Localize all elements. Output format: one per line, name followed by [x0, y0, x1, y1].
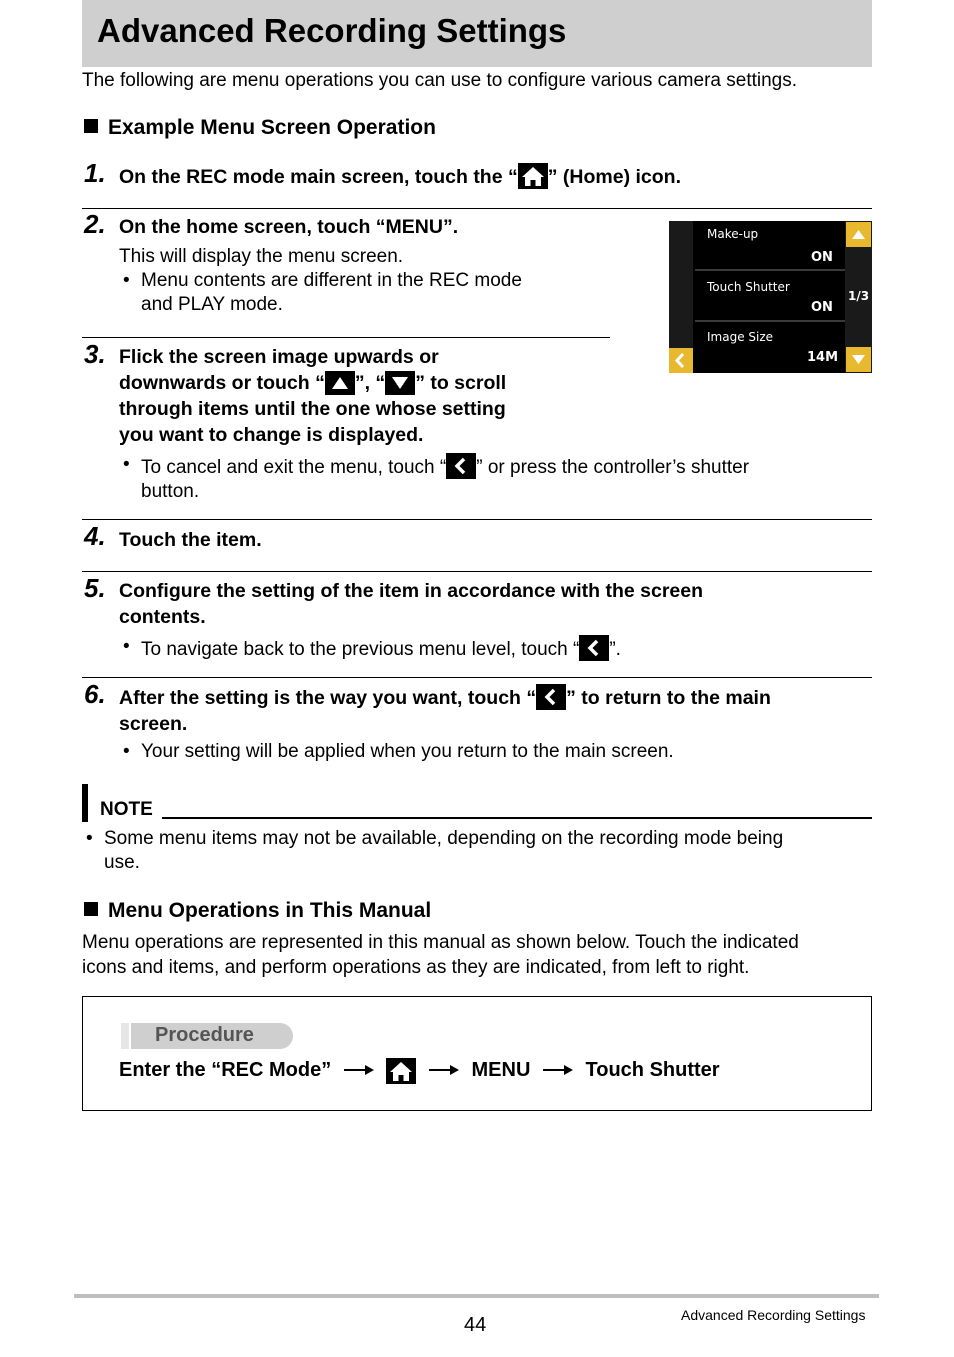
camera-menu-screenshot [669, 221, 872, 373]
intro-text: The following are menu operations you can use to configure various camera settings. [82, 70, 798, 91]
step-5-line: Configure the setting of the item in accordance with the screen [119, 580, 704, 602]
section-2-body [82, 930, 799, 980]
menu-item-value: ON [811, 250, 833, 265]
bullet-line: Your setting will be applied when you return to the main screen. [141, 741, 674, 762]
procedure-step: Enter the “REC Mode” [119, 1059, 332, 1081]
step-3-line: you want to change is displayed. [119, 424, 424, 446]
step-3-line [119, 370, 506, 396]
menu-item-label: Make-up [707, 227, 759, 241]
text-fragment: ”. [609, 639, 621, 660]
divider [82, 677, 872, 678]
page-indicator: 1/3 [848, 289, 870, 303]
menu-separator [695, 269, 845, 271]
step-1-pre: On the REC mode main screen, touch the “ [119, 166, 518, 188]
bullet-line [141, 453, 749, 480]
bullet-line: button. [141, 481, 200, 502]
procedure-tag-text: Procedure [155, 1024, 254, 1046]
triangle-up-icon [325, 371, 355, 395]
bullet-line: Some menu items may not be available, depending on the recording mode being [104, 828, 784, 849]
arrow-right-icon [343, 1059, 375, 1082]
step-4-text: Touch the item. [119, 529, 262, 551]
text-fragment: downwards or touch “ [119, 372, 325, 394]
menu-item-label: Image Size [707, 330, 774, 344]
bullet-line: Menu contents are different in the REC mode [141, 270, 522, 291]
divider [82, 208, 872, 209]
step-1-text [119, 163, 681, 190]
step-number: 6. [84, 679, 106, 709]
triangle-down-icon [846, 347, 871, 372]
step-number: 1. [84, 158, 106, 188]
step-5-line: contents. [119, 606, 206, 628]
footer-rule [74, 1294, 879, 1298]
step-6-bullet [123, 740, 674, 764]
chevron-left-icon [669, 348, 693, 373]
menu-item-value: ON [811, 300, 833, 315]
procedure-step: Touch Shutter [585, 1059, 720, 1081]
triangle-up-icon [846, 222, 871, 247]
back-icon [579, 635, 609, 661]
procedure-box [82, 996, 872, 1111]
text-fragment: After the setting is the way you want, touch “ [119, 687, 537, 709]
step-3-line: Flick the screen image upwards or [119, 346, 439, 368]
menu-item-label: Touch Shutter [707, 280, 790, 294]
text-fragment: To navigate back to the previous menu level, touch “ [141, 639, 580, 660]
step-6-line: screen. [119, 713, 188, 735]
page-title: Advanced Recording Settings [97, 12, 567, 49]
step-3-text [119, 344, 506, 448]
section-heading-menu-ops [84, 899, 431, 923]
square-bullet-icon [84, 902, 98, 916]
text-fragment: ” to scroll [415, 372, 507, 394]
back-button [669, 348, 693, 373]
back-icon [536, 684, 566, 710]
step-number: 3. [84, 339, 106, 369]
divider [82, 519, 872, 520]
step-6-line [119, 684, 771, 711]
step-3-bullet [123, 453, 750, 504]
menu-separator [695, 320, 845, 322]
step-number: 5. [84, 573, 106, 603]
step-5-text [119, 578, 703, 630]
step-5-bullet [123, 635, 621, 662]
divider [82, 571, 872, 572]
triangle-down-icon [385, 371, 415, 395]
procedure-step: MENU [471, 1059, 531, 1081]
scroll-up-button [846, 222, 871, 247]
bullet-dot: • [123, 270, 130, 291]
bullet-dot: • [123, 741, 130, 762]
home-icon [518, 163, 548, 189]
divider [82, 337, 610, 338]
section-heading-example [84, 116, 436, 140]
body-line: Menu operations are represented in this manual as shown below. Touch the indicated [82, 932, 799, 953]
square-bullet-icon [84, 119, 98, 133]
step-number: 2. [84, 209, 106, 239]
arrow-right-icon [428, 1059, 460, 1082]
bullet-line: and PLAY mode. [141, 294, 283, 315]
step-6-text [119, 684, 771, 737]
menu-item-value: 14M [807, 350, 839, 365]
step-2-text: On the home screen, touch “MENU”. [119, 216, 459, 238]
note-bullet [86, 827, 784, 875]
section-heading-text: Example Menu Screen Operation [108, 116, 436, 139]
procedure-tag-stripe [121, 1023, 129, 1049]
page-number: 44 [464, 1314, 487, 1336]
step-number: 4. [84, 521, 106, 551]
footer-title: Advanced Recording Settings [681, 1307, 866, 1323]
section-heading-text: Menu Operations in This Manual [108, 899, 432, 922]
bullet-line: use. [104, 852, 140, 873]
step-1-post: ” (Home) icon. [547, 166, 681, 188]
scroll-down-button [846, 347, 871, 372]
back-icon [446, 453, 476, 479]
bullet-dot: • [123, 636, 130, 657]
text-fragment: ” or press the controller’s shutter [476, 457, 750, 478]
bullet-dot: • [123, 454, 130, 475]
step-2-bullet [123, 269, 522, 317]
home-icon [386, 1058, 416, 1084]
step-3-line: through items until the one whose setting [119, 398, 506, 420]
step-2-body: This will display the menu screen. [119, 246, 404, 267]
arrow-right-icon [542, 1059, 574, 1082]
procedure-line [119, 1058, 720, 1084]
note-label: NOTE [100, 799, 153, 820]
text-fragment: ”, “ [354, 372, 386, 394]
bullet-dot: • [86, 828, 93, 849]
text-fragment: ” to return to the main [566, 687, 771, 709]
body-line: icons and items, and perform operations as they are indicated, from left to right. [82, 957, 750, 978]
text-fragment: To cancel and exit the menu, touch “ [141, 457, 447, 478]
note-rule [162, 817, 872, 819]
note-bar [82, 784, 88, 822]
